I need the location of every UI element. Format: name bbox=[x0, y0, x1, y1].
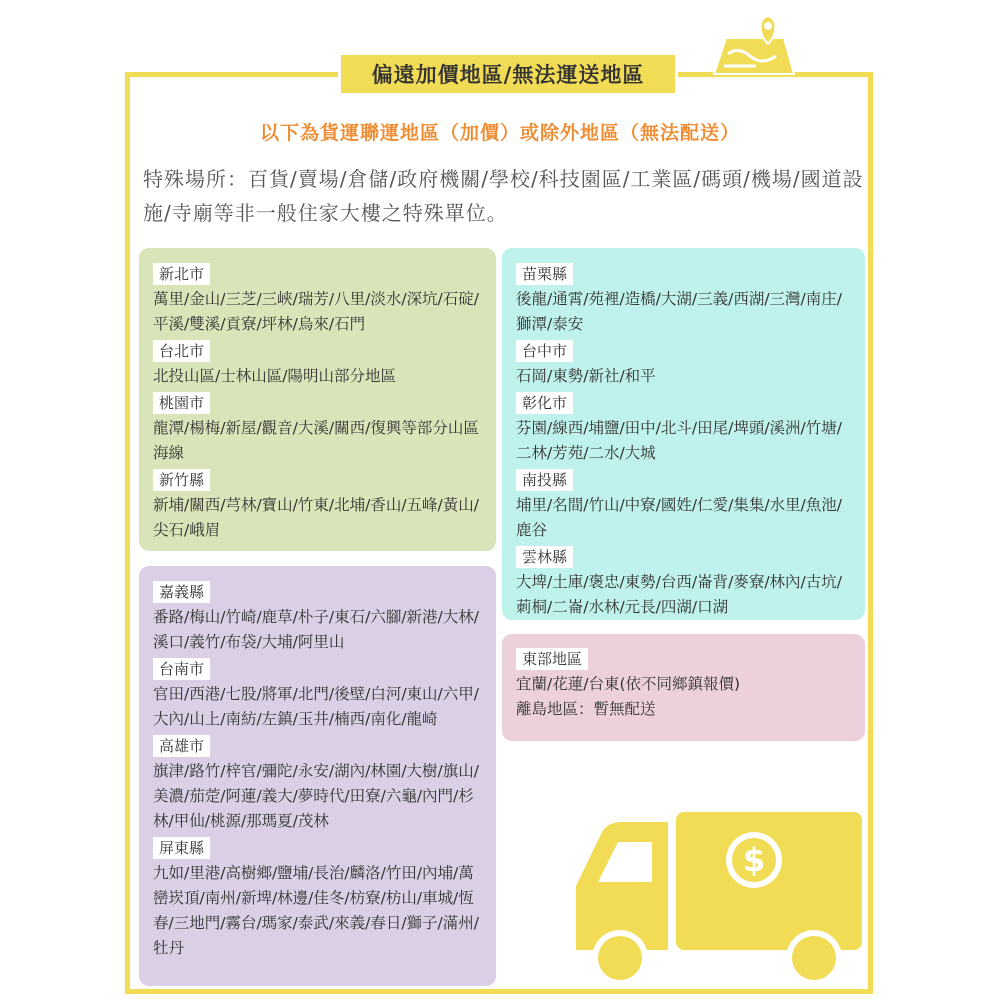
central-panel bbox=[502, 248, 865, 620]
region-name: 雲林縣 bbox=[516, 546, 573, 568]
region-block bbox=[153, 469, 482, 543]
region-name: 彰化市 bbox=[516, 392, 573, 414]
east-panel bbox=[502, 634, 865, 741]
region-areas: 芬園/線西/埔鹽/田中/北斗/田尾/埤頭/溪洲/竹塘/二林/芳苑/二水/大城 bbox=[516, 419, 843, 462]
region-block bbox=[153, 658, 482, 732]
region-block bbox=[153, 263, 482, 337]
region-block bbox=[153, 581, 482, 655]
page-title: 偏遠加價地區/無法運送地區 bbox=[338, 52, 678, 96]
region-areas: 九如/里港/高樹鄉/鹽埔/長治/麟洛/竹田/內埔/萬巒崁頂/南州/新埤/林邊/佳冬/枋寮/枋山/車城/恆春/三地門/霧台/瑪家/泰武/來義/春日/獅子/滿州/牡丹 bbox=[153, 864, 480, 957]
region-name: 嘉義縣 bbox=[153, 581, 210, 603]
region-block bbox=[153, 392, 482, 466]
region-block bbox=[153, 735, 482, 834]
region-areas: 大埤/土庫/褒忠/東勢/台西/崙背/麥寮/林內/古坑/莿桐/二崙/水林/元長/四湖/口湖 bbox=[516, 573, 843, 616]
region-areas: 新埔/關西/芎林/寶山/竹東/北埔/香山/五峰/黃山/尖石/峨眉 bbox=[153, 496, 480, 539]
region-name: 苗栗縣 bbox=[516, 263, 573, 285]
region-block bbox=[153, 837, 482, 961]
region-areas: 龍潭/楊梅/新屋/觀音/大溪/關西/復興等部分山區海線 bbox=[153, 419, 479, 462]
region-areas: 石岡/東勢/新社/和平 bbox=[516, 367, 656, 385]
region-name: 東部地區 bbox=[516, 648, 588, 670]
region-areas: 埔里/名間/竹山/中寮/國姓/仁愛/集集/水里/魚池/鹿谷 bbox=[516, 496, 843, 539]
east-areas: 宜蘭/花蓮/台東(依不同鄉鎮報價) bbox=[516, 675, 741, 693]
region-name: 台中市 bbox=[516, 340, 573, 362]
subtitle: 以下為貨運聯運地區（加價）或除外地區（無法配送） bbox=[259, 122, 740, 144]
region-areas: 旗津/路竹/梓官/彌陀/永安/湖內/林園/大樹/旗山/美濃/茄萣/阿蓮/義大/夢時代/田寮/六龜/內門/杉林/甲仙/桃源/那瑪夏/茂林 bbox=[153, 762, 480, 830]
region-name: 南投縣 bbox=[516, 469, 573, 491]
region-areas: 官田/西港/七股/將軍/北門/後壁/白河/東山/六甲/大內/山上/南紡/左鎮/玉井/楠西/南化/龍崎 bbox=[153, 685, 480, 728]
north-panel bbox=[139, 248, 496, 551]
region-name: 高雄市 bbox=[153, 735, 210, 757]
region-areas: 後龍/通霄/苑裡/造橋/大湖/三義/西湖/三灣/南庄/獅潭/泰安 bbox=[516, 290, 843, 333]
region-name: 屏東縣 bbox=[153, 837, 210, 859]
region-block bbox=[516, 546, 851, 620]
map-pin-icon bbox=[706, 12, 798, 82]
region-block bbox=[516, 263, 851, 337]
region-name: 新竹縣 bbox=[153, 469, 210, 491]
islands-note: 離島地區：暫無配送 bbox=[516, 700, 656, 718]
svg-text:$: $ bbox=[742, 841, 766, 879]
region-name: 新北市 bbox=[153, 263, 210, 285]
south-panel bbox=[139, 566, 496, 986]
region-name: 桃園市 bbox=[153, 392, 210, 414]
special-venues-note: 特殊場所：百貨/賣場/倉儲/政府機關/學校/科技園區/工業區/碼頭/機場/國道設施/寺廟等非一般住家大樓之特殊單位。 bbox=[143, 167, 864, 225]
truck-dollar-icon bbox=[568, 808, 868, 992]
region-areas: 北投山區/士林山區/陽明山部分地區 bbox=[153, 367, 396, 385]
region-areas: 番路/梅山/竹崎/鹿草/朴子/東石/六腳/新港/大林/溪口/義竹/布袋/大埔/阿里山 bbox=[153, 608, 480, 651]
region-areas: 萬里/金山/三芝/三峽/瑞芳/八里/淡水/深坑/石碇/平溪/雙溪/貢寮/坪林/烏來/石門 bbox=[153, 290, 480, 333]
region-name: 台北市 bbox=[153, 340, 210, 362]
region-block bbox=[153, 340, 482, 389]
region-block bbox=[516, 392, 851, 466]
region-block bbox=[516, 469, 851, 543]
region-name: 台南市 bbox=[153, 658, 210, 680]
region-block bbox=[516, 340, 851, 389]
